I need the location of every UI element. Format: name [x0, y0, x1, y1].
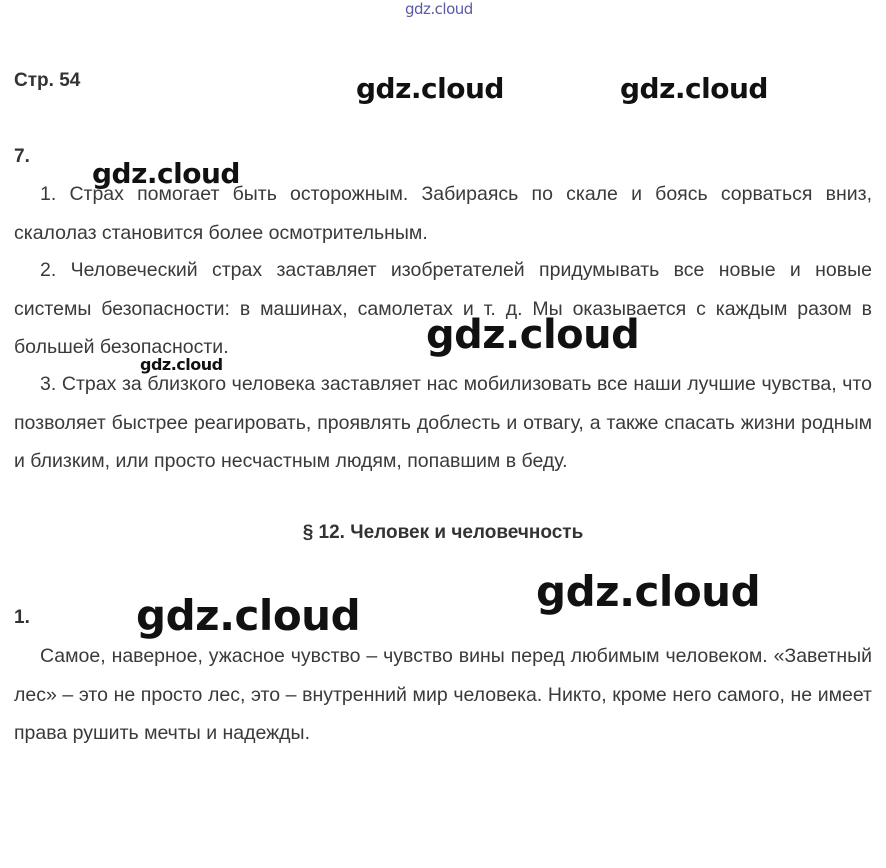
task-7-number: 7.	[14, 146, 30, 167]
watermark: gdz.cloud	[136, 591, 361, 640]
task-7-paragraph-1: 1. Страх помогает быть осторожным. Забираясь по скале и боясь сорваться вниз, скалолаз становится более осмотрительным.	[14, 183, 872, 244]
watermark: gdz.cloud	[140, 355, 223, 374]
watermark: gdz.cloud	[426, 312, 640, 358]
watermark: gdz.cloud	[92, 157, 240, 190]
task-1-number: 1.	[14, 607, 30, 628]
task-7-paragraph-2: 2. Человеческий страх заставляет изобретателей придумывать все новые и новые системы безопасности: в машинах, самолетах и т. д. Мы оказывается с каждым разом в большей безопасности.	[14, 259, 872, 358]
task-1-paragraph: Самое, наверное, ужасное чувство – чувство вины перед любимым человеком. «Заветный лес» – это не просто лес, это – внутренний мир человека. Никто, кроме него самого, не имеет права рушить мечты и надежды.	[14, 645, 872, 744]
watermark: gdz.cloud	[620, 72, 768, 105]
watermark-top: gdz.cloud	[405, 0, 473, 18]
page-label: Стр. 54	[14, 70, 81, 91]
task-7-paragraph-3: 3. Страх за близкого человека заставляет нас мобилизовать все наши лучшие чувства, что позволяет быстрее реагировать, проявлять доблесть и отвагу, а также спасать жизни родным и близким, или просто несчастным людям, попавшим в беду.	[14, 373, 872, 472]
watermark: gdz.cloud	[536, 567, 761, 616]
section-heading: § 12. Человек и человечность	[302, 522, 584, 543]
watermark: gdz.cloud	[356, 72, 504, 105]
